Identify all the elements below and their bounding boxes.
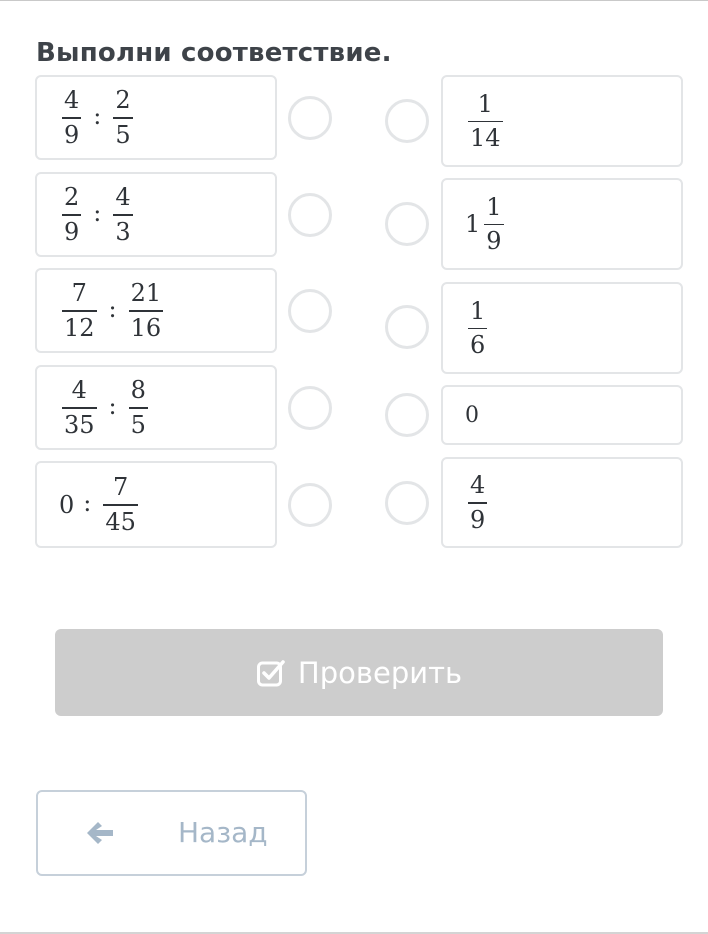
denominator: 6	[470, 331, 486, 360]
right-match-radio-2[interactable]	[385, 202, 429, 246]
numerator: 1	[486, 192, 502, 221]
denominator: 16	[130, 313, 162, 342]
numerator: 1	[470, 296, 486, 325]
numerator: 2	[64, 183, 80, 212]
expression	[59, 377, 151, 438]
left-match-radio-3[interactable]	[288, 289, 332, 333]
division-operator: :	[93, 101, 102, 130]
right-item-2[interactable]	[441, 178, 683, 270]
right-match-radio-5[interactable]	[385, 481, 429, 525]
expression	[59, 280, 166, 341]
fraction	[110, 184, 135, 245]
numerator: 4	[470, 471, 486, 500]
right-match-radio-3[interactable]	[385, 305, 429, 349]
fraction	[59, 280, 100, 341]
back-button[interactable]	[36, 790, 307, 876]
expression	[59, 184, 136, 245]
right-item-3[interactable]	[441, 282, 683, 374]
division-operator: :	[108, 391, 117, 420]
right-item-4[interactable]	[441, 385, 683, 445]
numerator: 7	[113, 473, 129, 502]
division-operator: :	[93, 198, 102, 227]
left-match-radio-5[interactable]	[288, 483, 332, 527]
left-match-radio-2[interactable]	[288, 193, 332, 237]
numerator: 2	[115, 86, 131, 115]
right-item-5[interactable]	[441, 457, 683, 548]
whole-part: 1	[465, 210, 481, 238]
fraction	[59, 184, 84, 245]
denominator: 12	[64, 313, 95, 342]
denominator: 45	[105, 507, 136, 536]
left-item-5[interactable]	[35, 461, 277, 548]
division-operator: :	[108, 294, 117, 323]
arrow-left-icon	[84, 818, 116, 848]
fraction	[126, 377, 151, 438]
right-match-radio-4[interactable]	[385, 393, 429, 437]
fraction	[110, 87, 135, 148]
check-button[interactable]	[55, 629, 663, 716]
fraction	[465, 298, 490, 359]
fraction	[126, 280, 167, 341]
fraction	[465, 472, 490, 533]
right-item-1[interactable]	[441, 75, 683, 167]
top-divider	[0, 0, 708, 1]
task-title: Выполни соответствие.	[36, 38, 392, 68]
back-button-label: Назад	[178, 816, 268, 849]
fraction	[465, 91, 506, 152]
denominator: 9	[486, 227, 502, 256]
denominator: 14	[470, 124, 501, 153]
numerator: 8	[130, 376, 146, 405]
denominator: 9	[470, 505, 486, 534]
expression	[465, 194, 507, 255]
numerator: 4	[115, 183, 131, 212]
left-item-2[interactable]	[35, 172, 277, 257]
numerator: 4	[71, 376, 87, 405]
denominator: 9	[64, 217, 80, 246]
fraction	[59, 377, 100, 438]
left-match-radio-1[interactable]	[288, 96, 332, 140]
expression	[465, 298, 490, 359]
denominator: 5	[130, 410, 146, 439]
division-operator: :	[83, 488, 92, 517]
denominator: 35	[64, 410, 95, 439]
dividend: 0	[59, 490, 75, 519]
left-match-radio-4[interactable]	[288, 386, 332, 430]
fraction	[481, 194, 506, 255]
numerator: 7	[71, 279, 87, 308]
numerator: 4	[64, 86, 80, 115]
left-item-3[interactable]	[35, 268, 277, 353]
value: 0	[465, 402, 479, 428]
denominator: 3	[115, 217, 131, 246]
checkbox-check-icon	[256, 658, 286, 688]
numerator: 21	[130, 279, 162, 308]
expression	[465, 91, 506, 152]
numerator: 1	[477, 89, 493, 118]
check-button-label: Проверить	[297, 655, 463, 690]
expression	[59, 474, 141, 535]
expression	[465, 472, 490, 533]
right-match-radio-1[interactable]	[385, 99, 429, 143]
left-item-4[interactable]	[35, 365, 277, 450]
fraction	[59, 87, 84, 148]
expression	[59, 87, 136, 148]
denominator: 5	[115, 120, 131, 149]
denominator: 9	[64, 120, 80, 149]
left-item-1[interactable]	[35, 75, 277, 160]
fraction	[100, 474, 141, 535]
